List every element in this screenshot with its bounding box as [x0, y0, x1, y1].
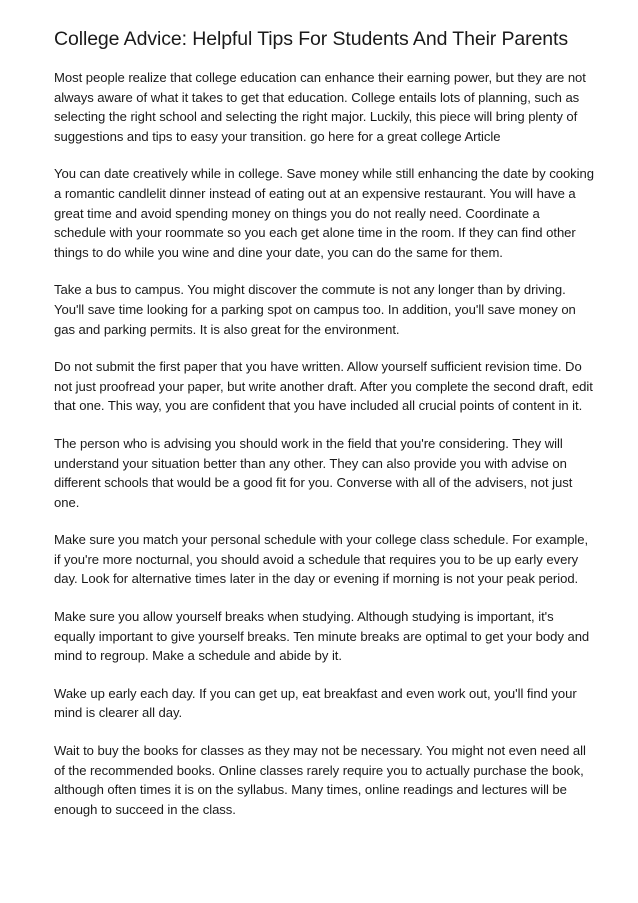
paragraph-9: Wait to buy the books for classes as they may not be necessary. You might not even need all of the recommended books. Online classes rarely require you to actually purchase the book, although often times it is on the syllabus. Many times, online readings and lectures will be enough to succeed in the class.	[54, 743, 586, 817]
document-page	[54, 26, 594, 837]
paragraph-6: Make sure you match your personal schedule with your college class schedule. For example, if you're more nocturnal, you should avoid a schedule that requires you to be up early every day. Look for alternative times later in the day or evening if morning is not your peak period.	[54, 532, 589, 587]
paragraph-3: Take a bus to campus. You might discover the commute is not any longer than by driving. You'll save time looking for a parking spot on campus too. In addition, you'll save money on gas and parking permits. It is also great for the environment.	[54, 282, 576, 337]
paragraph-1	[54, 68, 594, 146]
paragraph-1-link[interactable]: go here for a great college Article	[310, 128, 501, 144]
document-body	[54, 68, 594, 819]
paragraph-7: Make sure you allow yourself breaks when studying. Although studying is important, it's equally important to give yourself breaks. Ten minute breaks are optimal to get your body and mind to regroup. Make a schedule and abide by it.	[54, 609, 590, 664]
paragraph-2: You can date creatively while in college. Save money while still enhancing the date by cooking a romantic candlelit dinner instead of eating out at an expensive restaurant. You will have a great time and avoid spending money on things you do not really need. Coordinate a schedule with your roommate so you each get alone time in the room. If they can find other things to do while you wine and dine your date, you can do the same for them.	[54, 166, 594, 260]
document-title: College Advice: Helpful Tips For Students And Their Parents	[54, 28, 569, 50]
paragraph-1-text: Most people realize that college education can enhance their earning power, but they are not always aware of what it takes to get that education. College entails lots of planning, such as selecting the right school and selecting the right major. Luckily, this piece will bring plenty of suggestions and tips to easy your transition.	[54, 70, 586, 144]
paragraph-8: Wake up early each day. If you can get up, eat breakfast and even work out, you'll find your mind is clearer all day.	[54, 685, 577, 721]
paragraph-5: The person who is advising you should work in the field that you're considering. They will understand your situation better than any other. They can also provide you with advise on different schools that would be a good fit for you. Converse with all of the advisers, not just one.	[54, 435, 573, 510]
paragraph-4: Do not submit the first paper that you have written. Allow yourself sufficient revision time. Do not just proofread your paper, but write another draft. After you complete the second draft, edit that one. This way, you are confident that you have included all crucial points of content in it.	[54, 359, 593, 414]
